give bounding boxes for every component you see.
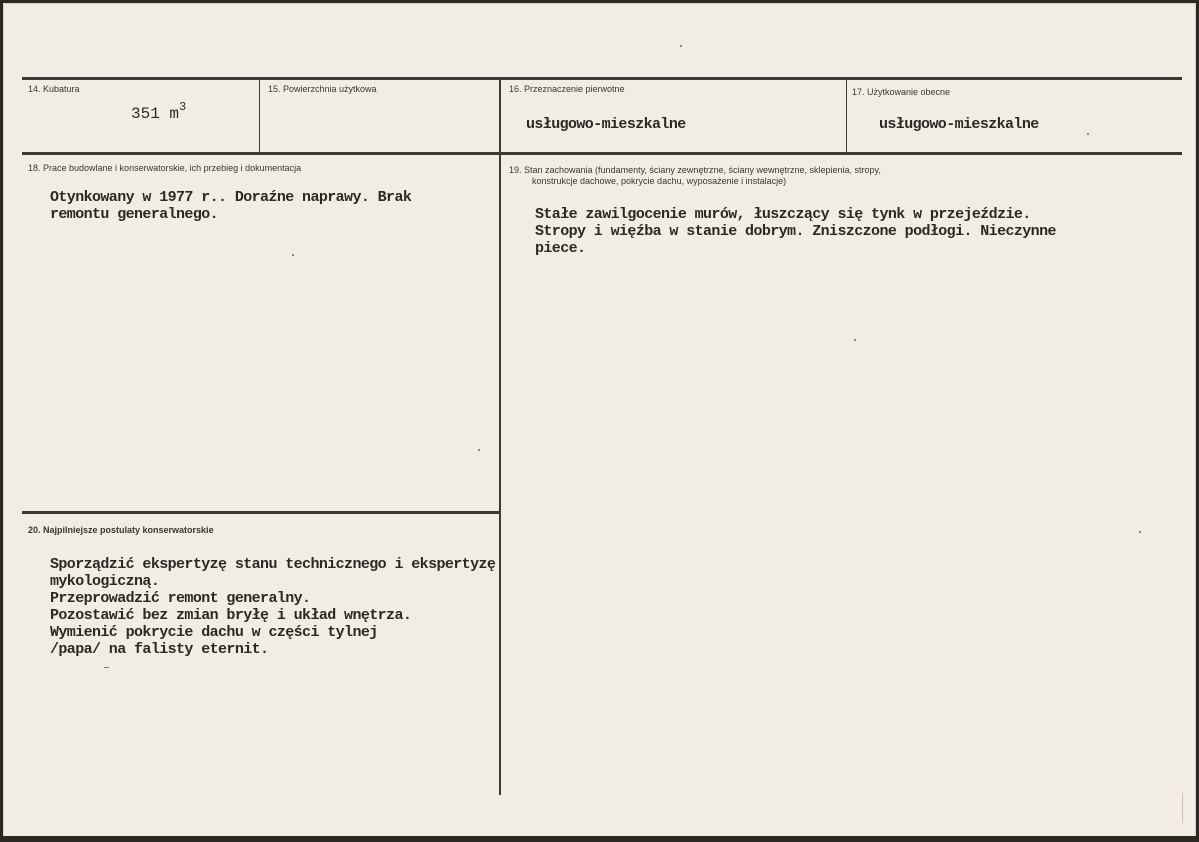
section-20-rule (22, 511, 499, 514)
field-17-value: usługowo-mieszkalne (879, 116, 1039, 133)
field-20-line: /papa/ na falisty eternit. (50, 641, 269, 658)
field-18-label: 18. Prace budowlane i konserwatorskie, ich przebieg i dokumentacja (28, 163, 302, 173)
field-20-label: 20. Najpilniejsze postulaty konserwatorskie (28, 525, 214, 535)
top-rule (22, 77, 1182, 80)
field-19-line: Stałe zawilgocenie murów, łuszczący się tynk w przejeździe. (535, 206, 1031, 223)
record-card (3, 3, 1196, 839)
divider-14-15 (259, 79, 260, 153)
field-14-label: 14. Kubatura (28, 84, 80, 94)
scan-border (0, 836, 1199, 842)
divider-16-17 (846, 79, 847, 153)
field-19-label: 19. Stan zachowania (fundamenty, ściany zewnętrzne, ściany wewnętrzne, sklepienia, stropy, (509, 165, 881, 175)
paper-speck (478, 449, 480, 451)
middle-rule (22, 152, 1182, 155)
field-18-line: Otynkowany w 1977 r.. Doraźne naprawy. Brak (50, 189, 412, 206)
paper-mark (1182, 793, 1183, 823)
kubatura-number: 351 m (131, 105, 180, 123)
field-20-line: Sporządzić ekspertyzę stanu technicznego i ekspertyzę (50, 556, 496, 573)
field-20-line: Pozostawić bez zmian bryłę i układ wnętrza. (50, 607, 412, 624)
field-19-line: piece. (535, 240, 586, 257)
divider-main (499, 79, 501, 795)
field-20-line: Wymienić pokrycie dachu w części tylnej (50, 624, 378, 641)
field-14-value (131, 100, 187, 124)
field-20-line: mykologiczną. (50, 573, 160, 590)
paper-speck (1087, 133, 1089, 135)
field-17-label: 17. Użytkowanie obecne (852, 87, 951, 97)
paper-speck (854, 339, 856, 341)
paper-speck (1139, 531, 1141, 533)
field-15-label: 15. Powierzchnia użytkowa (268, 84, 377, 94)
field-19-line: Stropy i więźba w stanie dobrym. Zniszczone podłogi. Nieczynne (535, 223, 1056, 240)
field-18-line: remontu generalnego. (50, 206, 219, 223)
field-16-value: usługowo-mieszkalne (526, 116, 686, 133)
paper-speck (680, 45, 682, 47)
paper-mark (104, 667, 109, 668)
field-16-label: 16. Przeznaczenie pierwotne (509, 84, 625, 94)
field-19-label-cont: konstrukcje dachowe, pokrycie dachu, wyposażenie i instalacje) (532, 176, 787, 186)
field-20-line: Przeprowadzić remont generalny. (50, 590, 311, 607)
paper-speck (292, 254, 294, 256)
kubatura-superscript: 3 (179, 100, 187, 114)
